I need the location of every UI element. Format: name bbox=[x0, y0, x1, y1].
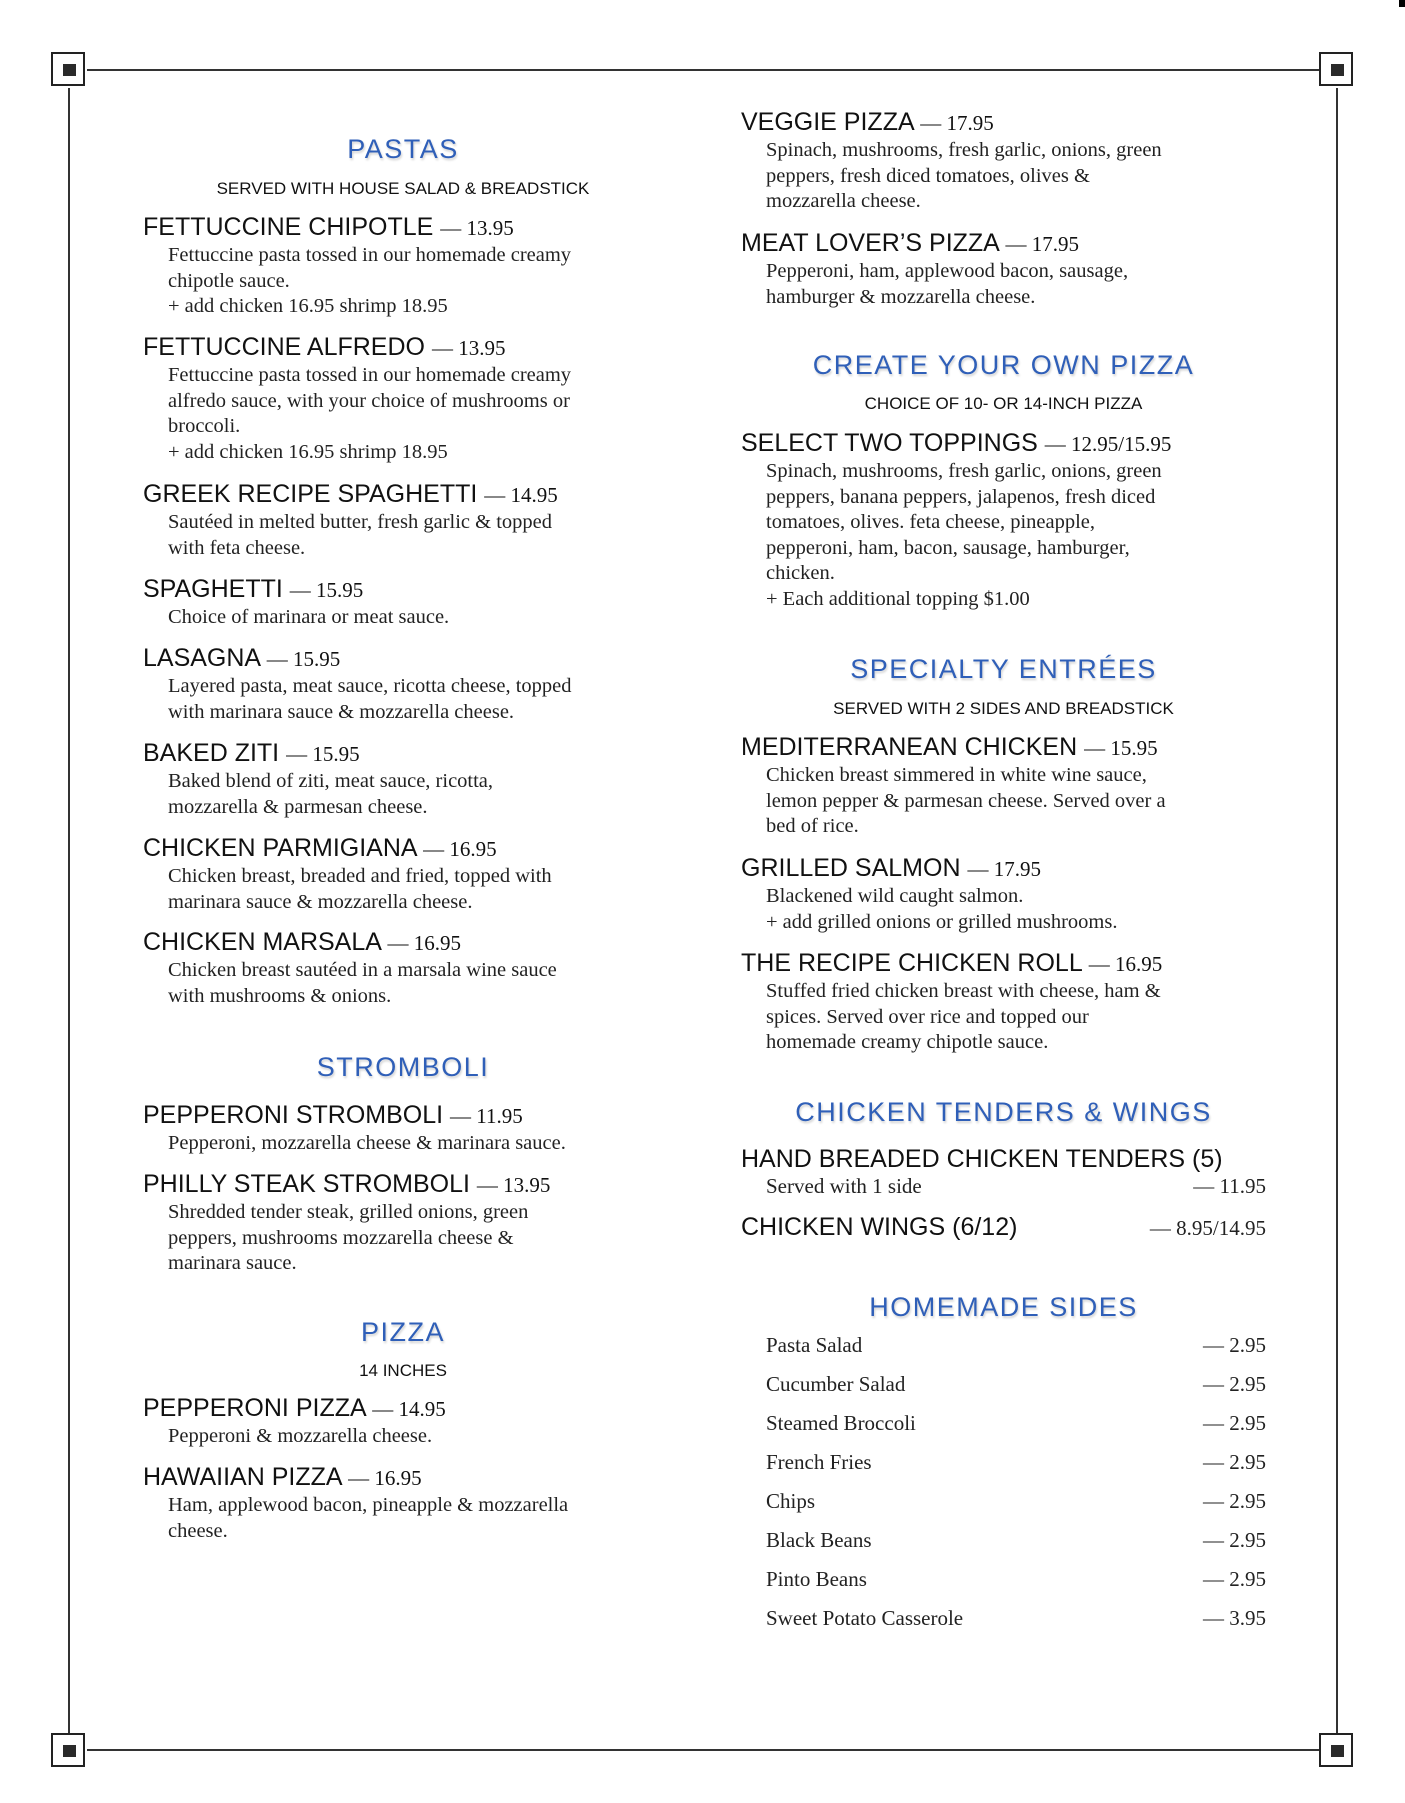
item-description: Chicken breast sautéed in a marsala wine sauce with mushrooms & onions. bbox=[168, 959, 557, 1007]
menu-item bbox=[741, 853, 1266, 935]
item-price: — 17.95 bbox=[920, 111, 994, 135]
item-price: — 16.95 bbox=[348, 1466, 422, 1490]
side-item: French Fries — 2.95 bbox=[766, 1450, 1266, 1474]
menu-item bbox=[741, 228, 1266, 310]
item-price: — 15.95 bbox=[289, 578, 364, 602]
menu-item bbox=[143, 1393, 663, 1450]
item-description: Choice of marinara or meat sauce. bbox=[168, 606, 450, 628]
item-name: PEPPERONI STROMBOLI bbox=[143, 1101, 444, 1129]
item-name: GRILLED SALMON bbox=[741, 854, 961, 882]
menu-item bbox=[741, 107, 1266, 215]
item-name: CHICKEN MARSALA bbox=[143, 928, 381, 956]
corner-handle-bottom-right bbox=[1319, 1733, 1353, 1767]
section-title-pastas: PASTAS bbox=[347, 134, 459, 164]
section-subtitle-specialty-entrees: SERVED WITH 2 SIDES AND BREADSTICK bbox=[833, 699, 1174, 718]
menu-item bbox=[143, 1462, 663, 1544]
side-item: Sweet Potato Casserole — 3.95 bbox=[766, 1606, 1266, 1630]
item-price: — 8.95/14.95 bbox=[1149, 1216, 1266, 1240]
item-name: LASAGNA bbox=[143, 644, 260, 672]
menu-item bbox=[741, 732, 1266, 840]
item-name: MEDITERRANEAN CHICKEN bbox=[741, 733, 1078, 761]
item-name: CHICKEN PARMIGIANA bbox=[143, 834, 417, 862]
side-item: Cucumber Salad — 2.95 bbox=[766, 1372, 1266, 1396]
menu-item-wings bbox=[741, 1213, 1266, 1242]
corner-handle-bottom-left bbox=[51, 1733, 85, 1767]
section-title-stromboli: STROMBOLI bbox=[316, 1052, 490, 1082]
item-price: — 16.95 bbox=[423, 837, 497, 861]
menu-item bbox=[143, 833, 663, 915]
menu-item-tenders bbox=[741, 1144, 1266, 1174]
item-price: — 13.95 bbox=[476, 1173, 551, 1197]
item-description: Blackened wild caught salmon. + add grilled onions or grilled mushrooms. bbox=[766, 885, 1118, 933]
section-title-homemade-sides: HOMEMADE SIDES bbox=[869, 1292, 1138, 1322]
section-subtitle-create-your-own-pizza: CHOICE OF 10- OR 14-INCH PIZZA bbox=[864, 394, 1143, 413]
item-description: Pepperoni, mozzarella cheese & marinara sauce. bbox=[168, 1132, 566, 1154]
item-price: — 13.95 bbox=[431, 336, 506, 360]
item-price: — 15.95 bbox=[1084, 736, 1158, 760]
section-title-pizza: PIZZA bbox=[360, 1317, 445, 1347]
item-price: — 15.95 bbox=[286, 742, 360, 766]
item-description: Spinach, mushrooms, fresh garlic, onions, green peppers, fresh diced tomatoes, olives & mozzarella cheese. bbox=[766, 139, 1162, 212]
item-price: — 14.95 bbox=[484, 483, 558, 507]
side-item: Chips — 2.95 bbox=[766, 1489, 1266, 1513]
menu-item bbox=[143, 927, 663, 1009]
menu-item bbox=[143, 479, 663, 561]
item-description: Stuffed fried chicken breast with cheese, ham & spices. Served over rice and topped our homemade creamy chipotle sauce. bbox=[766, 980, 1161, 1053]
item-name: VEGGIE PIZZA bbox=[741, 108, 914, 136]
section-subtitle-pastas: SERVED WITH HOUSE SALAD & BREADSTICK bbox=[216, 179, 590, 198]
item-note: Served with 1 side bbox=[766, 1174, 922, 1198]
menu-item bbox=[143, 574, 663, 631]
menu-item bbox=[143, 1100, 663, 1157]
item-name: THE RECIPE CHICKEN ROLL bbox=[741, 949, 1082, 977]
frame-right-line bbox=[1336, 88, 1338, 1733]
item-description: Spinach, mushrooms, fresh garlic, onions, green peppers, banana peppers, jalapenos, fresh diced tomatoes, olives. feta cheese, pineapple, pepperoni, ham, bacon, sausage, hamburger, chicken. + Each additional topping $1.00 bbox=[766, 460, 1162, 610]
item-description: Fettuccine pasta tossed in our homemade creamy alfredo sauce, with your choice of mushrooms or broccoli. + add chicken 16.95 shrimp 18.95 bbox=[168, 364, 572, 463]
item-description: Layered pasta, meat sauce, ricotta cheese, topped with marinara sauce & mozzarella cheese. bbox=[168, 675, 572, 723]
side-item: Pinto Beans — 2.95 bbox=[766, 1567, 1266, 1591]
menu-item bbox=[741, 948, 1266, 1056]
item-name: CHICKEN WINGS (6/12) bbox=[741, 1213, 1018, 1241]
item-name: SPAGHETTI bbox=[143, 575, 283, 603]
item-price: — 16.95 bbox=[387, 931, 462, 955]
item-name: GREEK RECIPE SPAGHETTI bbox=[143, 480, 478, 508]
item-description: Sautéed in melted butter, fresh garlic & topped with feta cheese. bbox=[168, 511, 553, 559]
menu-item bbox=[143, 1169, 663, 1277]
item-description: Chicken breast, breaded and fried, topped with marinara sauce & mozzarella cheese. bbox=[168, 865, 552, 913]
section-title-specialty-entrees: SPECIALTY ENTRÉES bbox=[850, 654, 1157, 684]
item-price: — 14.95 bbox=[372, 1397, 446, 1421]
corner-handle-top-right bbox=[1319, 52, 1353, 86]
item-price: — 12.95/15.95 bbox=[1044, 432, 1172, 456]
section-subtitle-pizza: 14 INCHES bbox=[359, 1361, 447, 1380]
item-description: Shredded tender steak, grilled onions, green peppers, mushrooms mozzarella cheese & marinara sauce. bbox=[168, 1201, 529, 1274]
item-name: PEPPERONI PIZZA bbox=[143, 1394, 366, 1422]
item-name: FETTUCCINE ALFREDO bbox=[143, 333, 425, 361]
side-item: Pasta Salad — 2.95 bbox=[766, 1333, 1266, 1357]
item-name: FETTUCCINE CHIPOTLE bbox=[143, 213, 434, 241]
section-title-chicken-tenders-wings: CHICKEN TENDERS & WINGS bbox=[795, 1097, 1212, 1127]
item-description: Pepperoni, ham, applewood bacon, sausage, hamburger & mozzarella cheese. bbox=[766, 260, 1129, 308]
item-price: — 13.95 bbox=[440, 216, 514, 240]
item-name: BAKED ZITI bbox=[143, 739, 280, 767]
menu-item bbox=[741, 428, 1266, 612]
menu-item bbox=[143, 332, 663, 465]
item-price: — 11.95 bbox=[450, 1104, 523, 1128]
item-description: Ham, applewood bacon, pineapple & mozzarella cheese. bbox=[168, 1494, 569, 1542]
item-name: HAND BREADED CHICKEN TENDERS (5) bbox=[741, 1145, 1223, 1173]
menu-item bbox=[143, 738, 663, 820]
item-price: — 15.95 bbox=[266, 647, 341, 671]
item-description: Chicken breast simmered in white wine sauce, lemon pepper & parmesan cheese. Served over a bed of rice. bbox=[766, 764, 1166, 837]
frame-bottom-line bbox=[87, 1749, 1319, 1751]
item-description: Pepperoni & mozzarella cheese. bbox=[168, 1425, 433, 1447]
item-price: — 17.95 bbox=[967, 857, 1041, 881]
corner-mark bbox=[1399, 0, 1405, 7]
item-name: HAWAIIAN PIZZA bbox=[143, 1463, 342, 1491]
item-description: Baked blend of ziti, meat sauce, ricotta, mozzarella & parmesan cheese. bbox=[168, 770, 494, 818]
section-title-create-your-own-pizza: CREATE YOUR OWN PIZZA bbox=[812, 350, 1195, 380]
menu-item bbox=[143, 212, 663, 320]
frame-top-line bbox=[87, 69, 1319, 71]
frame-left-line bbox=[68, 88, 70, 1733]
side-item: Steamed Broccoli — 2.95 bbox=[766, 1411, 1266, 1435]
item-price: — 11.95 bbox=[1193, 1174, 1266, 1198]
item-name: MEAT LOVER’S PIZZA bbox=[741, 229, 999, 257]
item-price: — 17.95 bbox=[1005, 232, 1079, 256]
item-name: SELECT TWO TOPPINGS bbox=[741, 429, 1038, 457]
item-description: Fettuccine pasta tossed in our homemade creamy chipotle sauce. + add chicken 16.95 shrimp 18.95 bbox=[168, 244, 572, 317]
side-item: Black Beans — 2.95 bbox=[766, 1528, 1266, 1552]
item-name: PHILLY STEAK STROMBOLI bbox=[143, 1170, 470, 1198]
tenders-price-row bbox=[741, 1174, 1266, 1199]
item-price: — 16.95 bbox=[1088, 952, 1163, 976]
menu-item bbox=[143, 643, 663, 725]
corner-handle-top-left bbox=[51, 52, 85, 86]
